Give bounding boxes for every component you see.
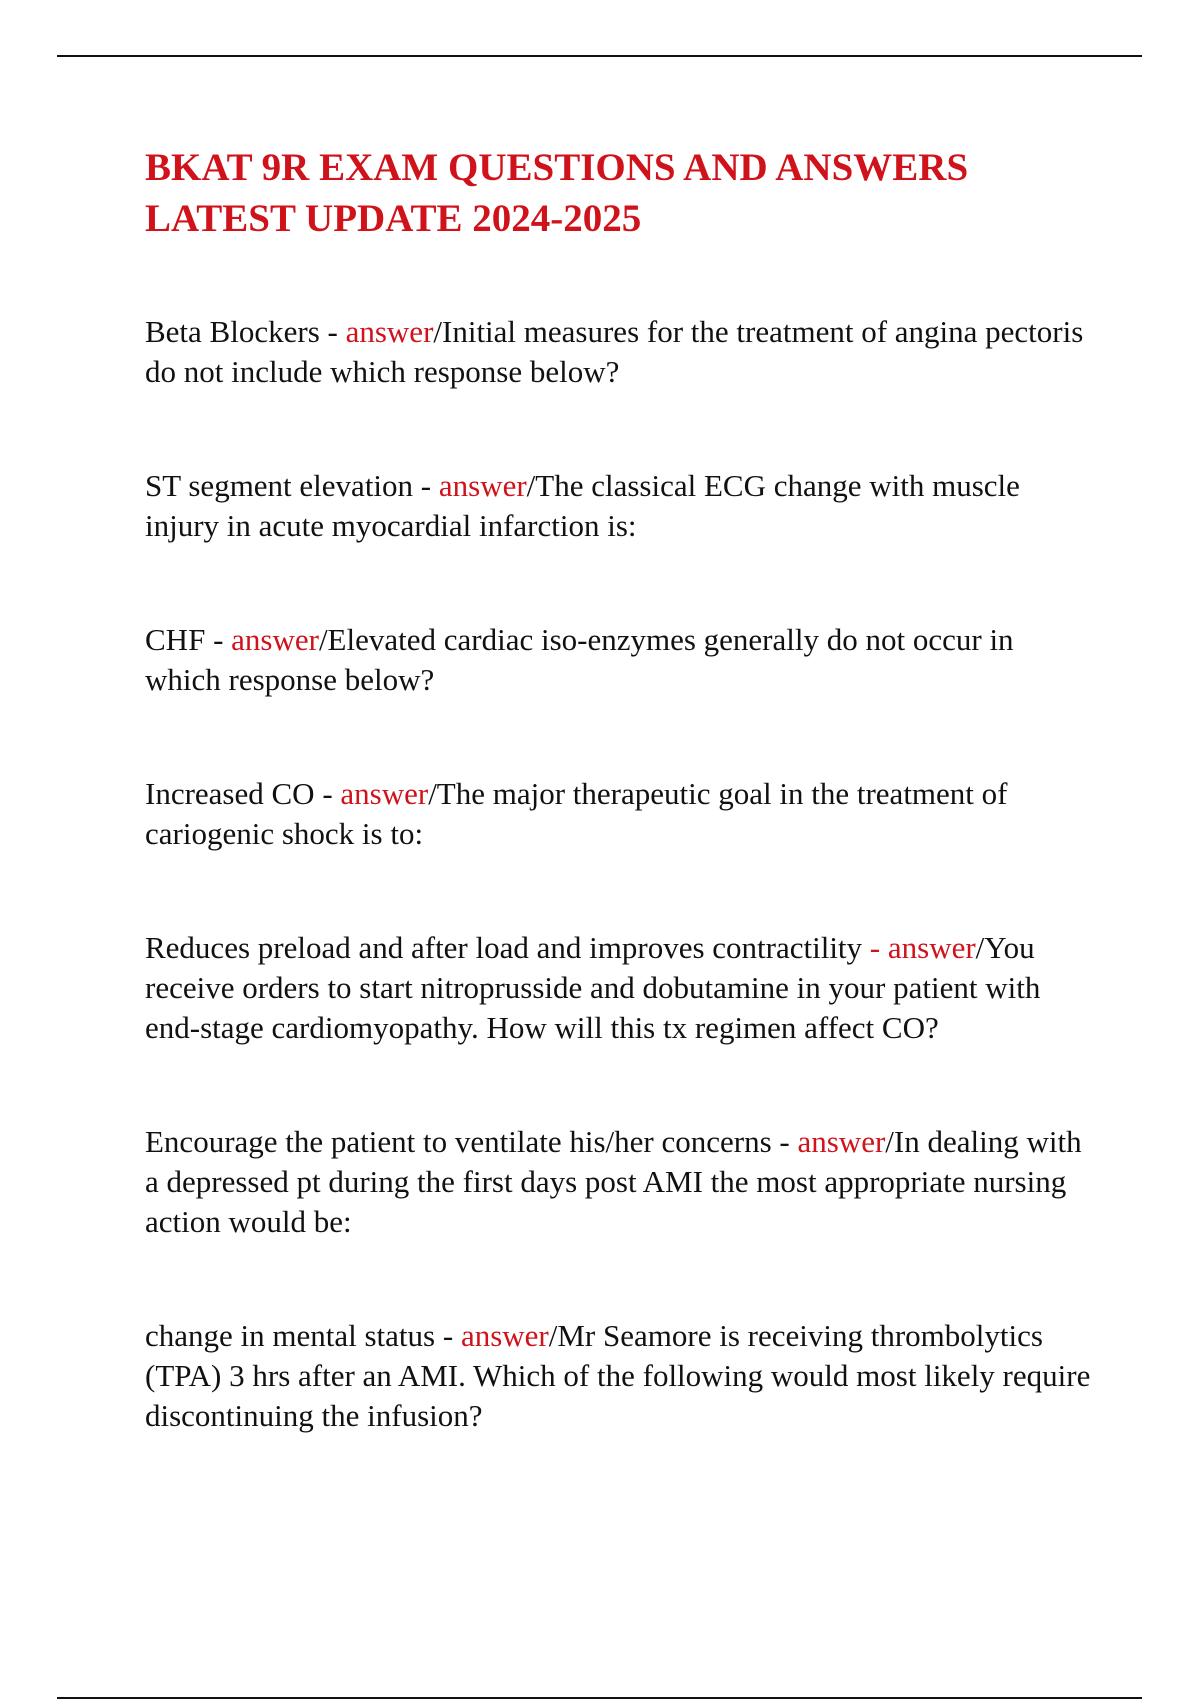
answer-term: CHF bbox=[145, 622, 206, 657]
answer-label: answer bbox=[438, 468, 527, 503]
qa-item bbox=[145, 1316, 1095, 1436]
qa-item bbox=[145, 466, 1095, 546]
qa-item bbox=[145, 774, 1095, 854]
answer-label: answer bbox=[340, 776, 429, 811]
qa-item bbox=[145, 620, 1095, 700]
qa-item bbox=[145, 1122, 1095, 1242]
question-text: /Initial measures for the treatment of angina pectoris do not include which response below? bbox=[145, 314, 1084, 389]
answer-label: answer bbox=[887, 930, 976, 965]
separator: - bbox=[314, 776, 341, 811]
separator: - bbox=[205, 622, 232, 657]
answer-label: answer bbox=[231, 622, 319, 657]
answer-term: Encourage the patient to ventilate his/her concerns bbox=[145, 1124, 772, 1159]
question-text: /The major therapeutic goal in the treatment of cariogenic shock is to: bbox=[145, 776, 1008, 851]
question-text: /You receive orders to start nitroprusside and dobutamine in your patient with end-stage cardiomyopathy. How will this tx regimen affect CO? bbox=[145, 930, 1041, 1045]
answer-term: Beta Blockers bbox=[145, 314, 320, 349]
answer-term: Reduces preload and after load and improves contractility bbox=[145, 930, 863, 965]
document-title: BKAT 9R EXAM QUESTIONS AND ANSWERS LATEST UPDATE 2024-2025 bbox=[145, 146, 969, 240]
separator: - bbox=[435, 1318, 461, 1353]
separator: - bbox=[319, 314, 346, 349]
answer-term: Increased CO bbox=[145, 776, 315, 811]
answer-label: answer bbox=[460, 1318, 549, 1353]
top-rule bbox=[57, 55, 1142, 57]
question-text: /In dealing with a depressed pt during the first days post AMI the most appropriate nursing action would be: bbox=[145, 1124, 1082, 1239]
question-text: /Elevated cardiac iso-enzymes generally do not occur in which response below? bbox=[145, 622, 1014, 697]
question-text: /Mr Seamore is receiving thrombolytics (TPA) 3 hrs after an AMI. Which of the following would most likely require discontinuing the infusion? bbox=[145, 1318, 1091, 1433]
qa-item bbox=[145, 928, 1095, 1048]
separator: - bbox=[413, 468, 439, 503]
answer-label: answer bbox=[797, 1124, 886, 1159]
separator: - bbox=[862, 930, 888, 965]
answer-term: change in mental status bbox=[145, 1318, 436, 1353]
separator: - bbox=[771, 1124, 798, 1159]
qa-item bbox=[145, 312, 1095, 392]
qa-list bbox=[145, 312, 1095, 1436]
question-text: /The classical ECG change with muscle injury in acute myocardial infarction is: bbox=[145, 468, 1020, 543]
answer-label: answer bbox=[345, 314, 434, 349]
bottom-rule bbox=[57, 1697, 1142, 1699]
answer-term: ST segment elevation bbox=[145, 468, 414, 503]
